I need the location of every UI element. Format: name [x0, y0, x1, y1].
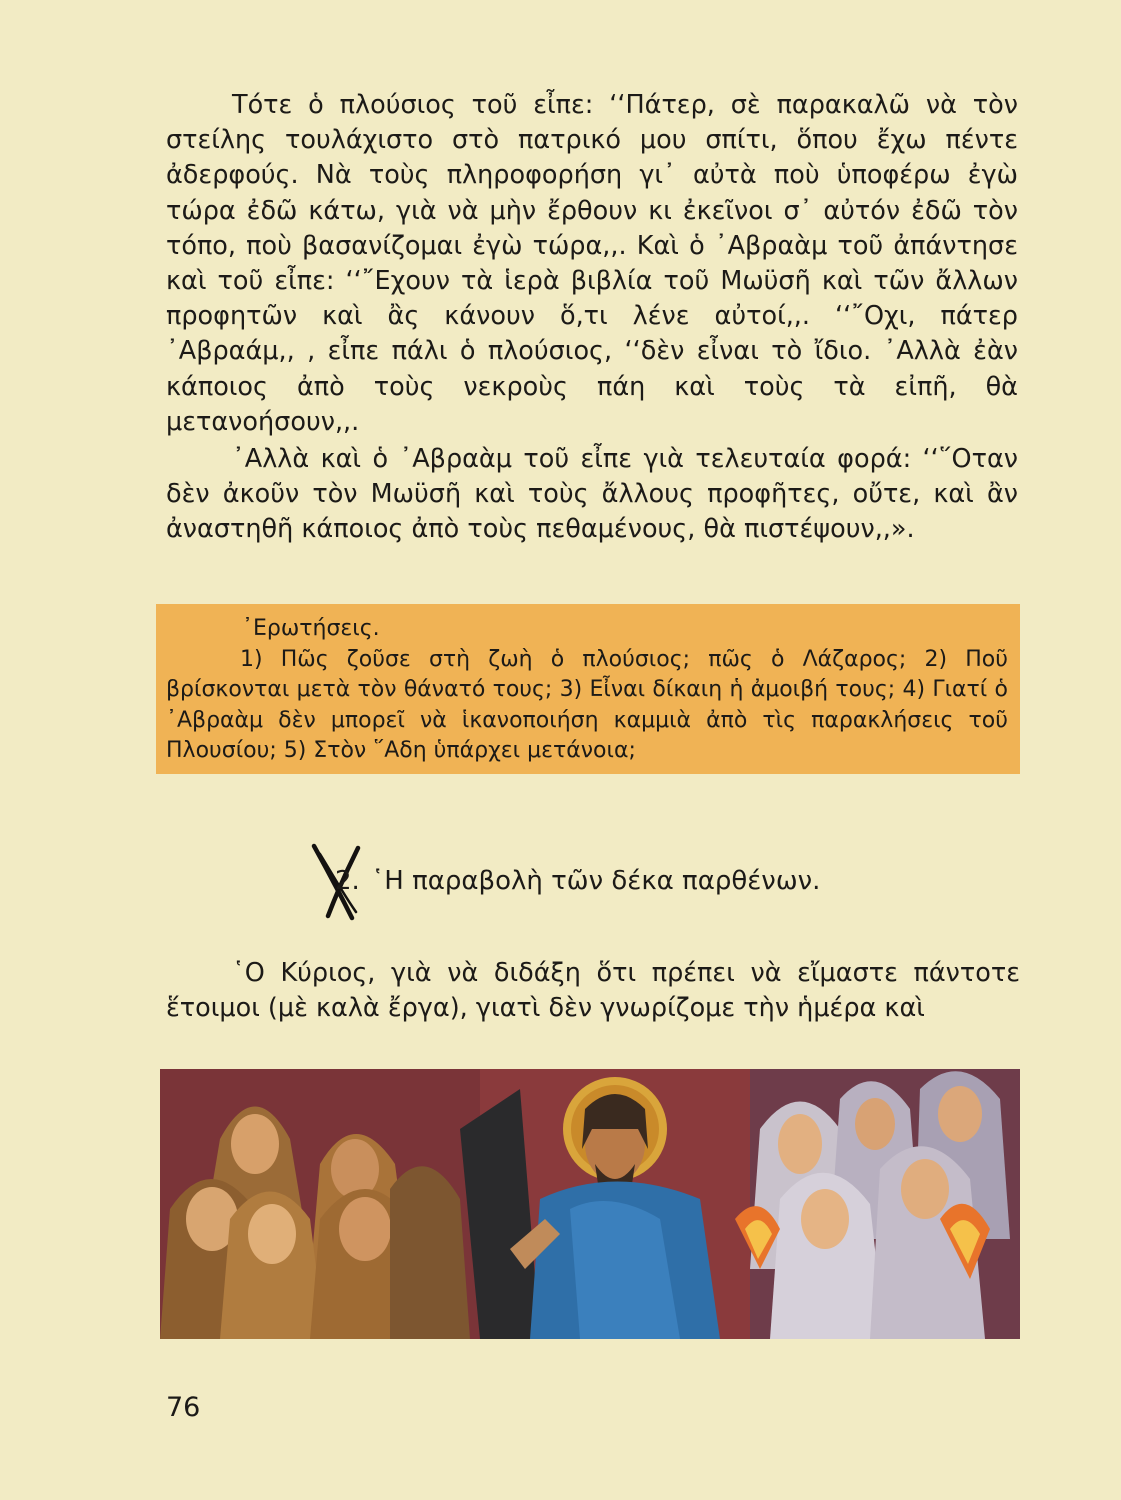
section-heading [335, 864, 820, 898]
body-paragraph [166, 88, 1018, 440]
page-number: 76 [166, 1392, 201, 1423]
section-number: 2. [335, 866, 360, 896]
questions-box [156, 604, 1020, 774]
body-paragraph [166, 956, 1020, 1026]
body-paragraph [166, 442, 1018, 548]
questions-text: 1) Πῶς ζοῦσε στὴ ζωὴ ὁ πλούσιος; πῶς ὁ Λάζαρος; 2) Ποῦ βρίσκονται μετὰ τὸν θάνατό τους; 3) Εἶναι δίκαιη ἡ ἀμοιβή τους; 4) Γιατί ὁ ᾿Αβραὰμ δὲν μπορεῖ νὰ ἱκανοποιήση καμμιὰ ἀπὸ τὶς παρακλήσεις τοῦ Πλουσίου; 5) Στὸν ῞Αδη ὑπάρχει μετάνοια; [166, 646, 1008, 763]
paragraph-text: ᾿Αλλὰ καὶ ὁ ᾿Αβραὰμ τοῦ εἶπε γιὰ τελευταία φορά: ‘‘῞Οταν δὲν ἀκοῦν τὸν Μωϋσῆ καὶ τοὺς ἄλλους προφῆτες, οὔτε, καὶ ἂν ἀναστηθῆ κάποιος ἀπὸ τοὺς πεθαμένους, θὰ πιστέψουν,,». [166, 444, 1018, 545]
section-title: ῾Η παραβολὴ τῶν δέκα παρθένων. [371, 866, 821, 896]
paragraph-text: ῾Ο Κύριος, γιὰ νὰ διδάξη ὅτι πρέπει νὰ εἴμαστε πάντοτε ἕτοιμοι (μὲ καλὰ ἔργα), γιατὶ δὲν γνωρίζομε τὴν ἡμέρα καὶ [166, 958, 1020, 1024]
right-figures [735, 1071, 1010, 1339]
paragraph-text: Τότε ὁ πλούσιος τοῦ εἶπε: ‘‘Πάτερ, σὲ παρακαλῶ νὰ τὸν στείλης τουλάχιστο στὸ πατρικό μου σπίτι, ὅπου ἔχω πέντε ἀδερφούς. Νὰ τοὺς πληροφορήση γι᾿ αὐτὰ ποὺ ὑποφέρω ἐγὼ τώρα ἐδῶ κάτω, γιὰ νὰ μὴν ἔρθουν κι ἐκεῖνοι σ᾿ αὐτόν ἐδῶ τὸν τόπο, ποὺ βασανίζομαι ἐγὼ τώρα,,. Καὶ ὁ ᾿Αβραὰμ τοῦ ἀπάντησε καὶ τοῦ εἶπε: ‘‘῎Εχουν τὰ ἱερὰ βιβλία τοῦ Μωϋσῆ καὶ τῶν ἄλλων προφητῶν καὶ ἂς κάνουν ὅ,τι λένε αὐτοί,,. ‘‘῎Οχι, πάτερ ᾿Αβραάμ,, , εἶπε πάλι ὁ πλούσιος, ‘‘δὲν εἶναι τὸ ἴδιο. ᾿Αλλὰ ἐὰν κάποιος ἀπὸ τοὺς νεκροὺς πάη καὶ τοὺς τὰ εἰπῆ, θὰ μετανοήσουν,,. [166, 90, 1018, 437]
questions-heading: ᾿Ερωτήσεις. [242, 616, 380, 641]
illustration-jesus-with-virgins [160, 1069, 1020, 1339]
